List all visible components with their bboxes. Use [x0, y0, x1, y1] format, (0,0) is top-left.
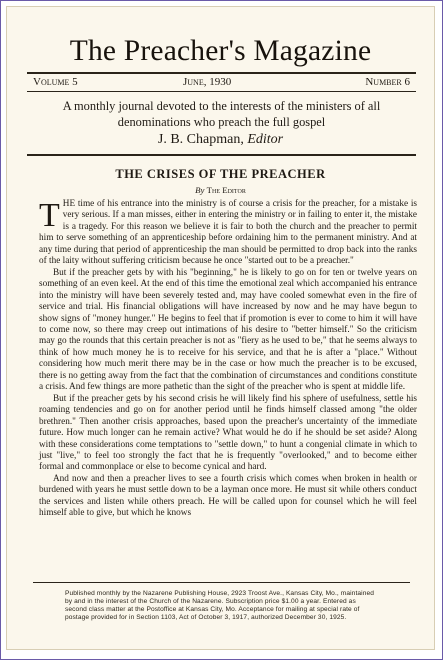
drop-cap: T [39, 197, 60, 234]
paragraph [39, 199, 417, 268]
tagline: A monthly journal devoted to the interests of the ministers of all denominations who preach the full gospel [62, 99, 381, 129]
article-title: THE CRISES OF THE PREACHER [115, 167, 326, 181]
publication-notice: Published monthly by the Nazarene Publishing House, 2923 Troost Ave., Kansas City, Mo., maintained by and in the interest of the Church of the Nazarene. Subscription price $1.00 a year. Entered as second class matter at the Postoffice at Kansas City, Mo. Acceptance for mailing at special rate of postage provided for in Section 1103, Act of October 3, 1917, authorized December 30, 1925. [65, 590, 375, 621]
article-byline [7, 185, 434, 195]
volume-label: Volume 5 [33, 76, 78, 88]
paragraph: And now and then a preacher lives to see a fourth crisis which comes when broken in health or burdened with years he must settle down to be a layman once more. He must sit while others conduct the services and listen while others preach. He will be called upon for counsel which he will feel himself able to give, but which he knows [39, 473, 417, 519]
paragraph: But if the preacher gets by with his "beginning," he is likely to go on for ten or twelve years on something of an even keel. At the end of this time the emotional zeal which accompanied his entrance into the ministry will have been severely tested and, may have cooled somewhat even in the fire of service and trial. His financial obligations will have increased by now and he may have begun to show signs of "money hunger." He begins to feel that if promotion is ever to come to him it will have to come now, so there may creep out intimations of his desire to "better himself." So the criticism may go the rounds that this certain preacher is not as "fiery as he used to be," that he seems always to think of how much money he is to receive for his service, and that he is after a "place." Without considering how much merit there may be in the case or how much the preacher is to be excused, there is no getting away from the fact that the combination of circumstances and conditions constitute a crisis. And few things are more pathetic than the sight of the preacher who is spent at middle life. [39, 267, 417, 393]
article-body [39, 199, 417, 520]
header-bottom-rule [27, 154, 416, 156]
magazine-title: The Preacher's Magazine [69, 35, 372, 67]
byline-author: The Editor [206, 185, 246, 195]
editor-role: Editor [247, 132, 284, 147]
editor-line [7, 132, 434, 148]
paragraph: But if the preacher gets by his second crisis he will likely find his sphere of usefulness, settle his roaming tendencies and go on for another period until he finds himself classed among "the older brethren." Then another crisis approaches, based upon the preacher's uncertainty of the immediate future. How much longer can he remain active? What would he do if he should be set aside? Along with these considerations come temptations to "settle down," to hunt a congenial climate in which to just "live," to feel too strongly the fact that he is frequently "overlooked," and to become either formal and commonplace or else to become cynical and hard. [39, 393, 417, 473]
issue-rule [27, 91, 416, 92]
issue-date: June, 1930 [183, 76, 232, 88]
byline-prefix: By [195, 185, 205, 195]
top-rule [27, 72, 416, 74]
issue-number: Number 6 [365, 76, 410, 88]
footer-rule [33, 582, 410, 583]
magazine-page [6, 6, 435, 650]
paragraph-text: HE time of his entrance into the ministry is of course a crisis for the preacher, for a mistake is very serious. If a man misses, either in entering the ministry or in failing to enter it, the mistake is a tragedy. For this reason we believe it is fair to both the church and the preacher to permit him to serve something of an apprenticeship before ordaining him to the permanent ministry. And at any time during that period of apprenticeship the man should be permitted to drop back into the ranks of the laity without suffering criticism because he once "started out to be a preacher." [39, 199, 417, 267]
editor-name: J. B. Chapman, [157, 132, 244, 147]
